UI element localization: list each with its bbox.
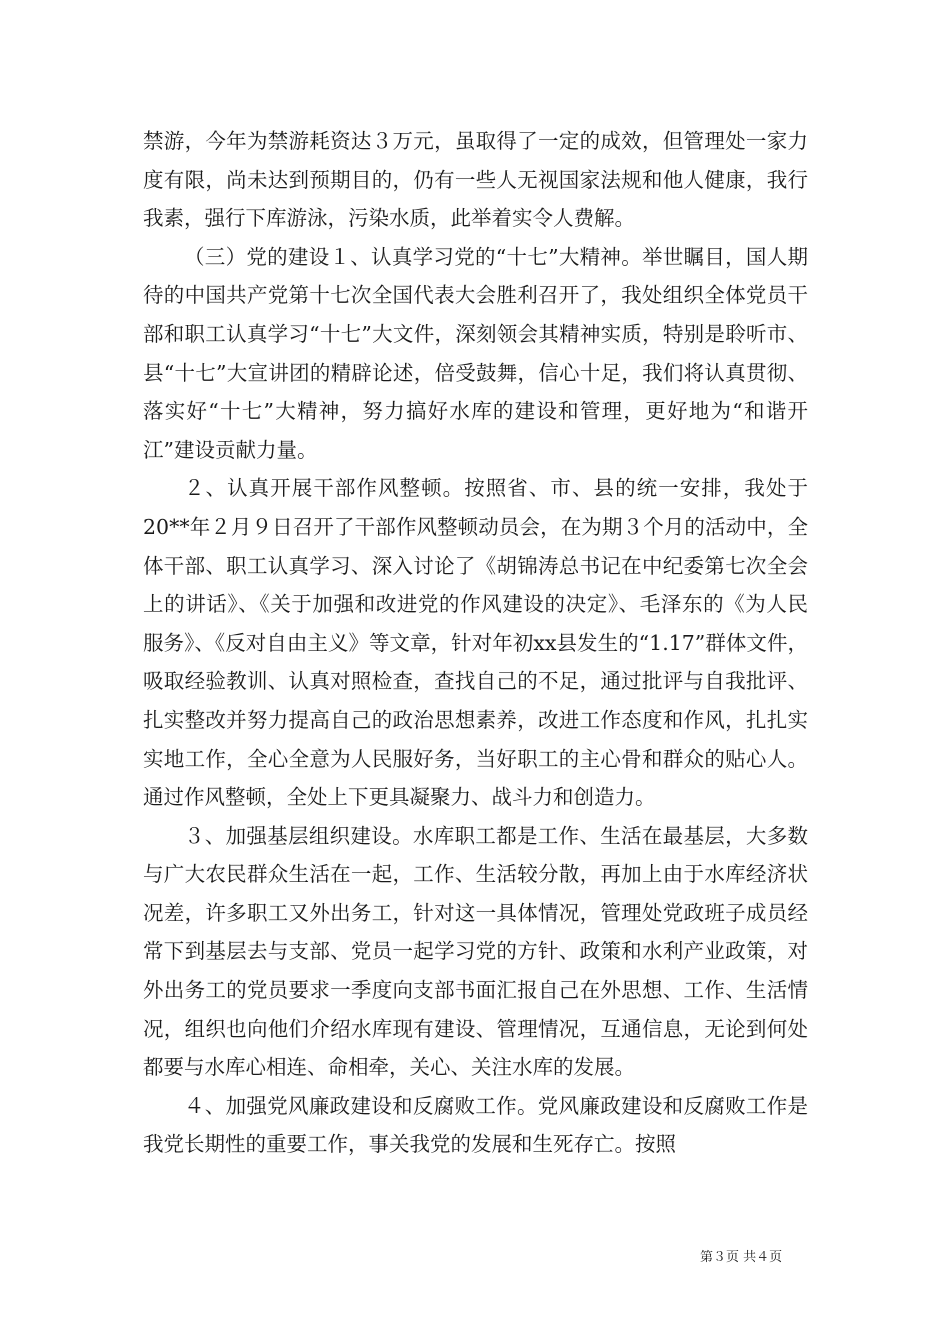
paragraph-party-building-3: ３、加强基层组织建设。水库职工都是工作、生活在最基层，大多数与广大农民群众生活在一起，工作、生活较分散，再加上由于水库经济状况差，许多职工又外出务工，针对这一具体情况，管理处党政班子成员经常下到基层去与支部、党员一起学习党的方针、政策和水利产业政策，对外出务工的党员要求一季度向支部书面汇报自己在外思想、工作、生活情况，组织也向他们介绍水库现有建设、管理情况，互通信息，无论到何处都要与水库心相连、命相牵，关心、关注水库的发展。 xyxy=(143,823,808,1080)
document-body xyxy=(143,122,808,1164)
paragraph-party-building-2: ２、认真开展干部作风整顿。按照省、市、县的统一安排，我处于20**年２月９日召开了干部作风整顿动员会，在为期３个月的活动中，全体干部、职工认真学习、深入讨论了《胡锦涛总书记在中纪委第七次全会上的讲话》、《关于加强和改进党的作风建设的决定》、毛泽东的《为人民服务》、《反对自由主义》等文章，针对年初xx县发生的“1.17”群体文件，吸取经验教训、认真对照检查，查找自己的不足，通过批评与自我批评、扎实整改并努力提高自己的政治思想素养，改进工作态度和作风，扎扎实实地工作，全心全意为人民服好务，当好职工的主心骨和群众的贴心人。通过作风整顿，全处上下更具凝聚力、战斗力和创造力。 xyxy=(143,476,808,810)
page-number-footer: 第３页 共４页 xyxy=(700,1250,783,1265)
paragraph-party-building-4: ４、加强党风廉政建设和反腐败工作。党风廉政建设和反腐败工作是我党长期性的重要工作，事关我党的发展和生死存亡。按照 xyxy=(143,1093,808,1157)
paragraph-party-building-1: （三）党的建设１、认真学习党的“十七”大精神。举世瞩目，国人期待的中国共产党第十七次全国代表大会胜利召开了，我处组织全体党员干部和职工认真学习“十七”大文件，深刻领会其精神实质，特别是聆听市、县“十七”大宣讲团的精辟论述，倍受鼓舞，信心十足，我们将认真贯彻、落实好“十七”大精神，努力搞好水库的建设和管理，更好地为“和谐开江”建设贡献力量。 xyxy=(143,244,808,462)
paragraph-continuation: 禁游，今年为禁游耗资达３万元，虽取得了一定的成效，但管理处一家力度有限，尚未达到预期目的，仍有一些人无视国家法规和他人健康，我行我素，强行下库游泳，污染水质，此举着实令人费解。 xyxy=(143,129,808,231)
